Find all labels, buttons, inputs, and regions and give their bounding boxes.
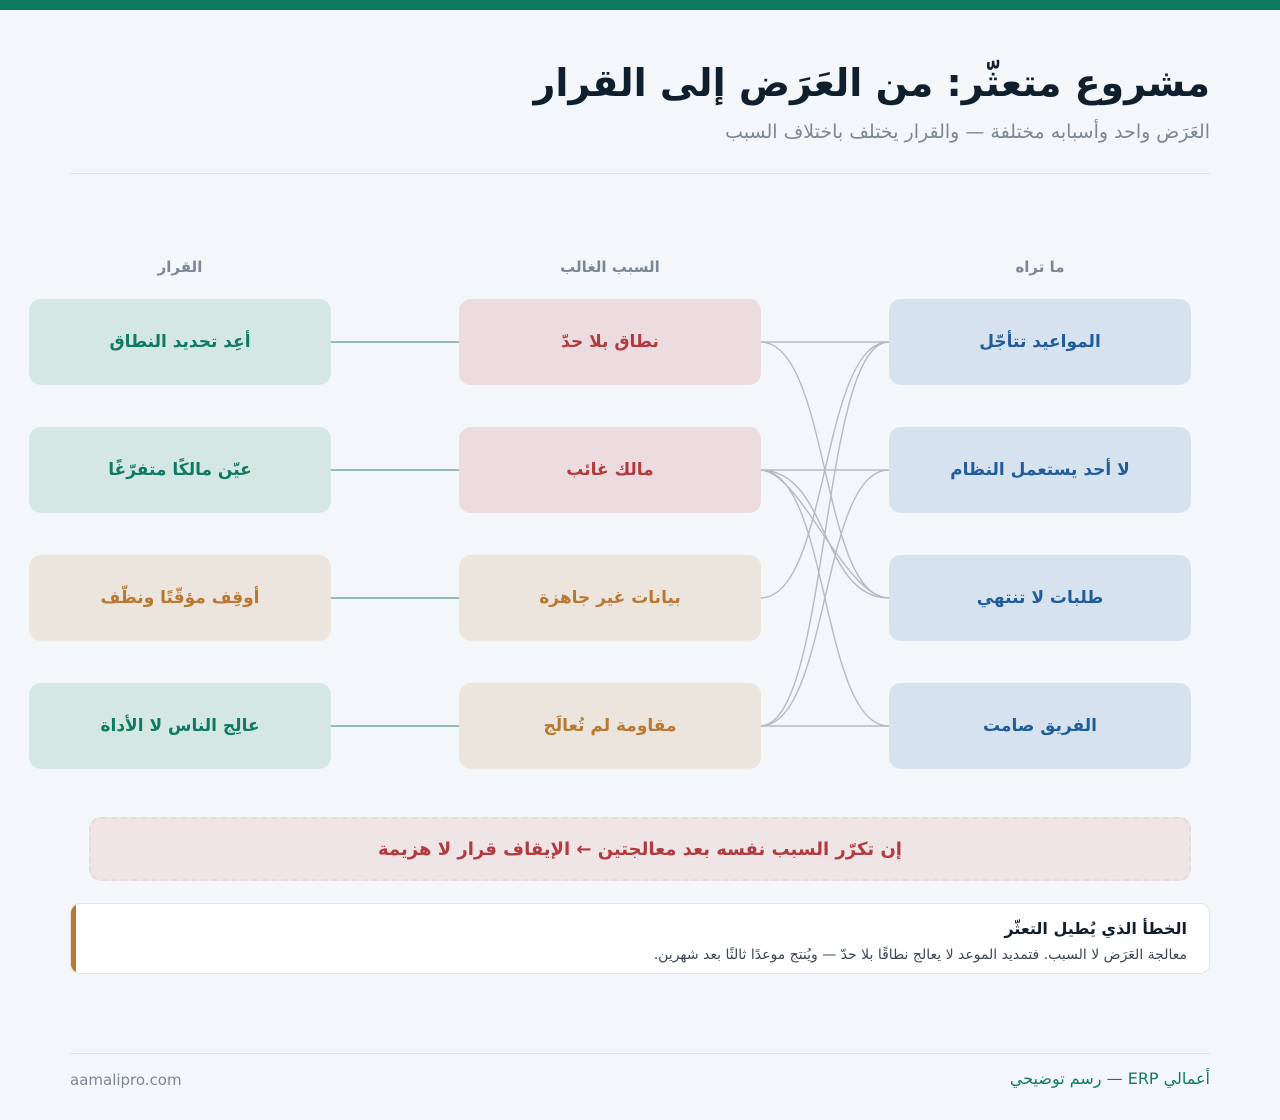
link-symptom2-cause4	[760, 470, 889, 726]
link-symptom3-cause1	[760, 342, 889, 598]
footer-divider	[70, 1053, 1210, 1054]
header-divider	[70, 173, 1210, 174]
link-symptom1-cause4	[760, 342, 889, 726]
link-symptom1-cause3	[760, 342, 889, 598]
mistake-callout	[70, 903, 1210, 974]
top-accent-bar	[0, 0, 1280, 10]
link-symptom3-cause2b	[760, 470, 889, 598]
mistake-title: الخطأ الذي يُطيل التعثّر	[1004, 919, 1187, 938]
symptom-node: لا أحد يستعمل النظام	[889, 427, 1191, 513]
page-subtitle: العَرَض واحد وأسبابه مختلفة — والقرار يختلف باختلاف السبب	[725, 121, 1210, 143]
symptom-node: الفريق صامت	[889, 683, 1191, 769]
cause-node: مقاومة لم تُعالَج	[459, 683, 761, 769]
cause-node: نطاق بلا حدّ	[459, 299, 761, 385]
decision-node: عالِج الناس لا الأداة	[29, 683, 331, 769]
column-heading-causes: السبب الغالب	[560, 258, 660, 276]
header	[70, 55, 1210, 145]
column-heading-symptoms: ما تراه	[1015, 258, 1065, 276]
cause-node: مالك غائب	[459, 427, 761, 513]
footer-site: aamalipro.com	[70, 1071, 182, 1089]
mistake-text: معالجة العَرَض لا السبب. فتمديد الموعد لا يعالج نطاقًا بلا حدّ — ويُنتج موعدًا ثالثًا بعد شهرين.	[653, 947, 1187, 963]
page-title: مشروع متعثّر: من العَرَض إلى القرار	[533, 61, 1210, 105]
decision-node: أوقِف مؤقّتًا ونظّف	[29, 555, 331, 641]
link-symptom3-cause2a	[760, 470, 889, 598]
footer-credit: أعمالي ERP — رسم توضيحي	[1009, 1069, 1210, 1088]
callout-accent-bar	[71, 904, 76, 974]
stop-rule-banner: إن تكرّر السبب نفسه بعد معالجتين ← الإيقاف قرار لا هزيمة	[89, 817, 1191, 881]
decision-node: أعِد تحديد النطاق	[29, 299, 331, 385]
column-heading-decisions: القرار	[157, 258, 203, 276]
decision-node: عيّن مالكًا متفرّغًا	[29, 427, 331, 513]
cause-node: بيانات غير جاهزة	[459, 555, 761, 641]
symptom-node: طلبات لا تنتهي	[889, 555, 1191, 641]
link-symptom4-cause2	[760, 470, 889, 726]
symptom-node: المواعيد تتأجّل	[889, 299, 1191, 385]
